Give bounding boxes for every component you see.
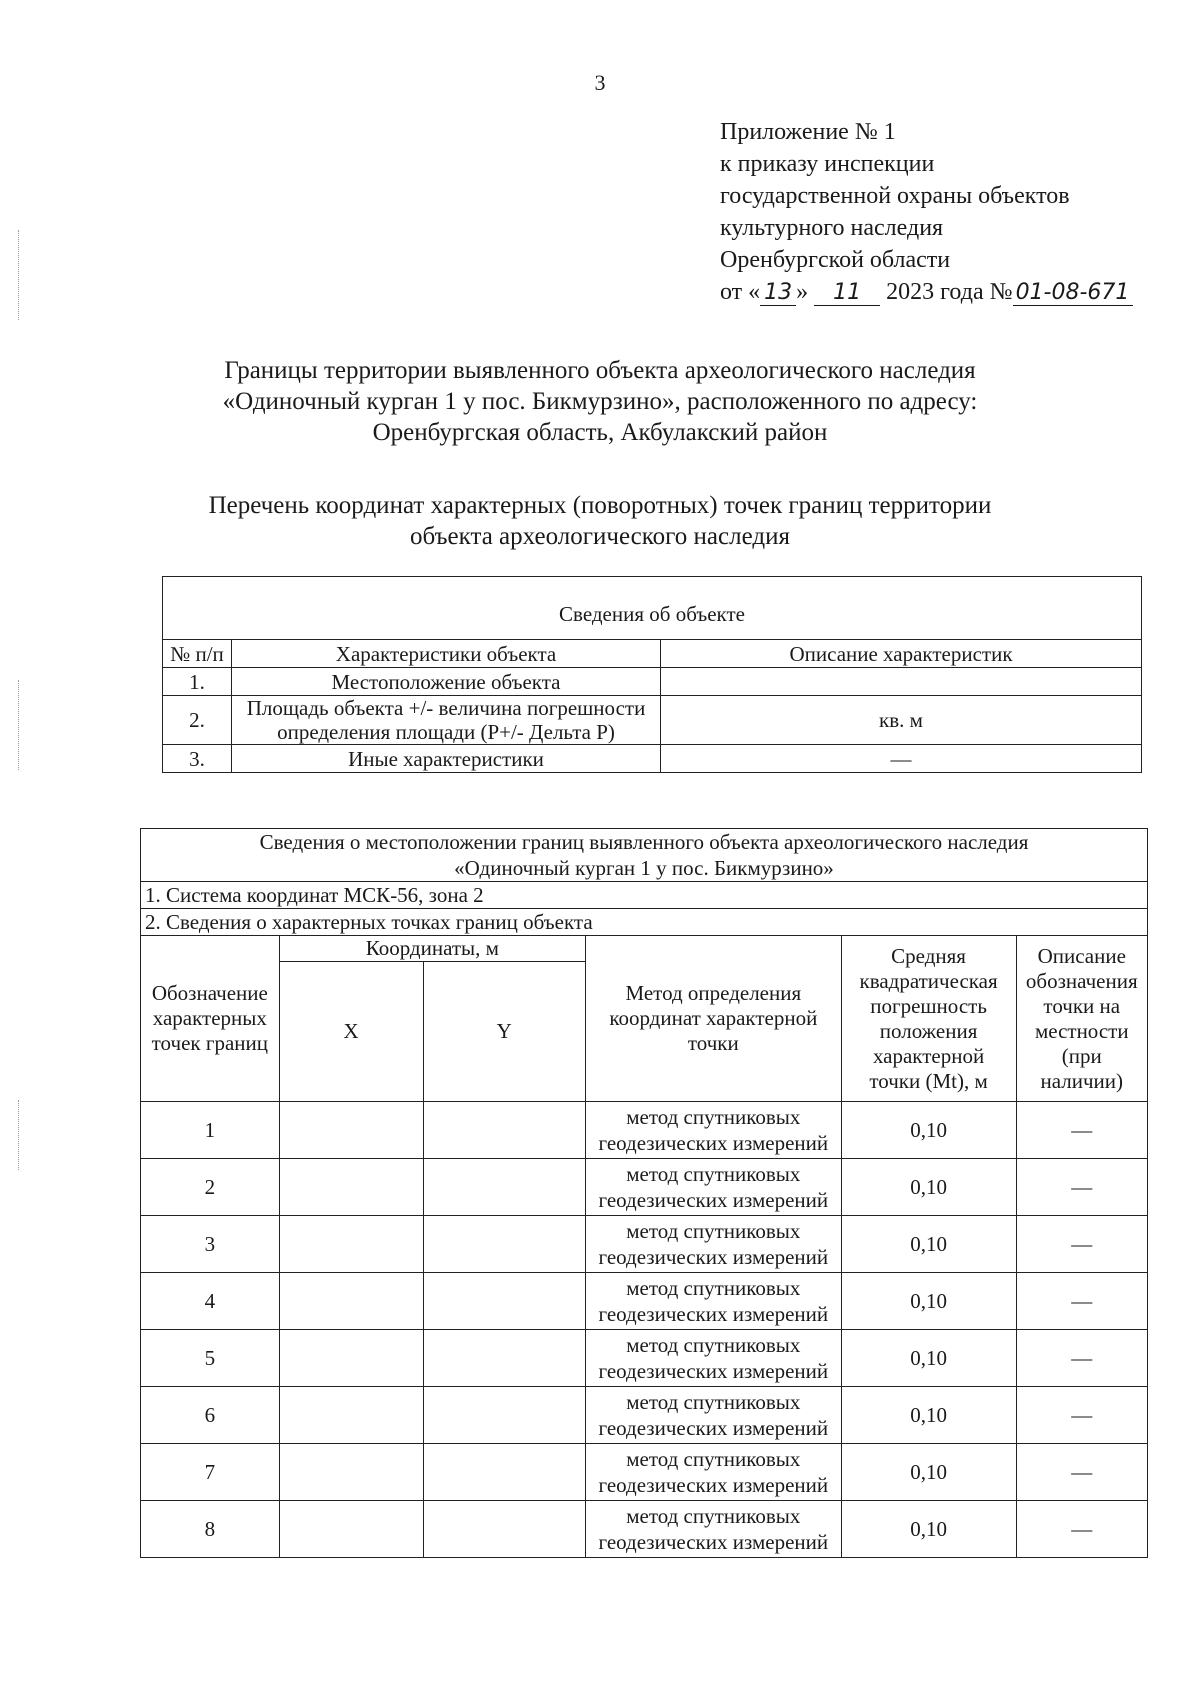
point-mt: 0,10 [841,1387,1016,1444]
point-mt: 0,10 [841,1501,1016,1558]
appendix-line: государственной охраны объектов [720,183,1070,209]
header-line: «Одиночный курган 1 у пос. Бикмурзино» [454,856,834,880]
object-info-table [162,576,1142,773]
table-row [141,1159,1148,1216]
page-number: 3 [594,70,606,95]
appendix-line: Оренбургской области [720,247,951,273]
table-row [141,1102,1148,1159]
table-row [141,1330,1148,1387]
table-row [141,1501,1148,1558]
point-method: метод спутниковых геодезических измерений [586,1387,842,1444]
handwritten-order-number: 01-08-671 [1013,281,1133,306]
point-y [423,1501,585,1558]
date-day-suffix: » [796,279,809,305]
column-header: Описание характеристик [661,640,1142,668]
column-header: № п/п [163,640,232,668]
table-cell: Площадь объекта +/- величина погрешности определения площади (P+/- Дельта P) [232,696,661,745]
boundary-points-table [140,828,1148,1558]
point-y [423,1273,585,1330]
point-desc: — [1016,1102,1147,1159]
handwritten-day: 13 [760,281,796,306]
scan-margin-mark [18,680,25,770]
table-cell: — [661,745,1142,773]
column-header: Средняя квадратическая погрешность положения характерной точки (Mt), м [841,936,1016,1102]
point-method: метод спутниковых геодезических измерений [586,1159,842,1216]
point-x [279,1159,423,1216]
table-row [141,1444,1148,1501]
object-info-header: Сведения об объекте [163,577,1142,640]
column-header: Y [423,962,585,1102]
point-id: 1 [141,1102,280,1159]
point-method: метод спутниковых геодезических измерений [586,1501,842,1558]
coordinate-system: 1. Система координат МСК-56, зона 2 [141,882,1148,909]
points-section-title: 2. Сведения о характерных точках границ объекта [141,909,1148,936]
appendix-line: культурного наследия [720,215,944,241]
point-x [279,1273,423,1330]
title-line: «Одиночный курган 1 у пос. Бикмурзино», расположенного по адресу: [222,388,978,415]
point-desc: — [1016,1273,1147,1330]
column-header: Обозначение характерных точек границ [141,936,280,1102]
point-id: 2 [141,1159,280,1216]
point-mt: 0,10 [841,1216,1016,1273]
point-y [423,1330,585,1387]
point-x [279,1501,423,1558]
point-y [423,1444,585,1501]
date-year: 2023 года № [886,279,1013,305]
point-mt: 0,10 [841,1102,1016,1159]
column-header: Характеристики объекта [232,640,661,668]
point-desc: — [1016,1501,1147,1558]
point-method: метод спутниковых геодезических измерений [586,1216,842,1273]
table-row [141,1216,1148,1273]
boundary-table-header [141,829,1148,882]
handwritten-month: 11 [814,281,880,306]
table-row [141,1273,1148,1330]
point-mt: 0,10 [841,1330,1016,1387]
appendix-line: к приказу инспекции [720,151,935,177]
table-row [141,1387,1148,1444]
point-id: 3 [141,1216,280,1273]
column-header: Описание обозначения точки на местности (при наличии) [1016,936,1147,1102]
point-x [279,1102,423,1159]
document-subtitle [0,490,1200,552]
table-cell: 1. [163,668,232,696]
point-desc: — [1016,1387,1147,1444]
point-y [423,1387,585,1444]
document-title [0,355,1200,448]
point-y [423,1159,585,1216]
point-id: 6 [141,1387,280,1444]
point-method: метод спутниковых геодезических измерений [586,1102,842,1159]
point-desc: — [1016,1216,1147,1273]
point-id: 8 [141,1501,280,1558]
date-prefix: от « [720,279,761,305]
header-line: Сведения о местоположении границ выявленного объекта археологического наследия [259,830,1029,854]
table-cell: 2. [163,696,232,745]
appendix-line: Приложение № 1 [720,119,896,145]
column-header: Метод определения координат характерной точки [586,936,842,1102]
point-mt: 0,10 [841,1273,1016,1330]
point-desc: — [1016,1330,1147,1387]
subtitle-line: Перечень координат характерных (поворотных) точек границ территории [208,492,992,519]
point-x [279,1444,423,1501]
point-method: метод спутниковых геодезических измерений [586,1444,842,1501]
point-y [423,1102,585,1159]
column-header: Координаты, м [279,936,585,962]
appendix-block [720,116,1180,308]
title-line: Оренбургская область, Акбулакский район [372,419,828,446]
point-x [279,1387,423,1444]
point-id: 4 [141,1273,280,1330]
title-line: Границы территории выявленного объекта археологического наследия [224,357,976,384]
subtitle-line: объекта археологического наследия [410,523,790,550]
point-id: 5 [141,1330,280,1387]
point-method: метод спутниковых геодезических измерений [586,1330,842,1387]
point-x [279,1330,423,1387]
point-desc: — [1016,1444,1147,1501]
point-desc: — [1016,1159,1147,1216]
point-id: 7 [141,1444,280,1501]
table-cell [661,668,1142,696]
order-date-line [720,276,1180,308]
column-header: X [279,962,423,1102]
table-cell: 3. [163,745,232,773]
point-y [423,1216,585,1273]
table-cell: Иные характеристики [232,745,661,773]
point-mt: 0,10 [841,1159,1016,1216]
point-x [279,1216,423,1273]
scan-margin-mark [18,230,25,320]
scan-margin-mark [18,1100,25,1170]
table-cell: Местоположение объекта [232,668,661,696]
point-method: метод спутниковых геодезических измерений [586,1273,842,1330]
table-cell: кв. м [661,696,1142,745]
point-mt: 0,10 [841,1444,1016,1501]
